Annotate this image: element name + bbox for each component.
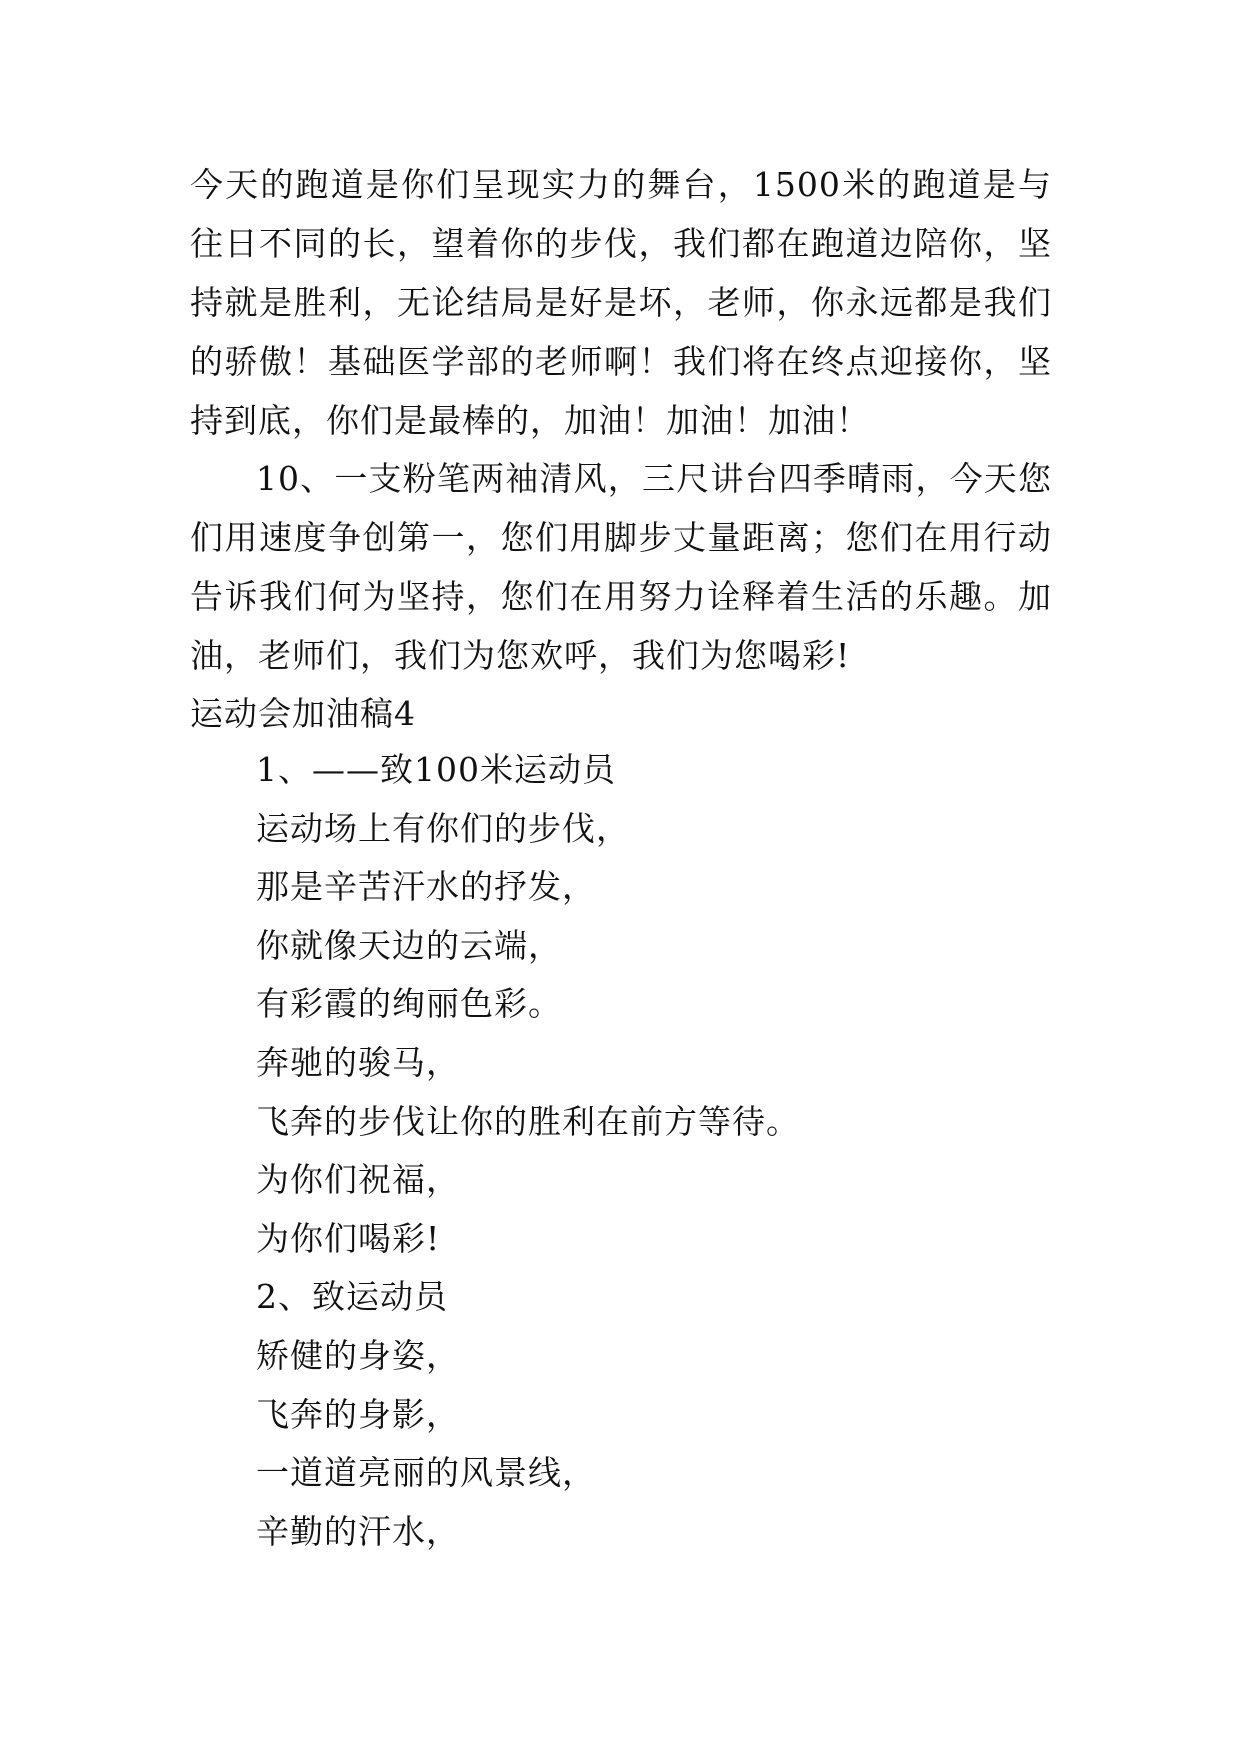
body-paragraph-numbered: 10、一支粉笔两袖清风，三尺讲台四季晴雨，今天您们用速度争创第一，您们用脚步丈量距离；您们在用行动告诉我们何为坚持，您们在用努力诠释着生活的乐趣。加油，老师们，我们为您欢呼，我们为您喝彩! — [190, 459, 1052, 675]
poem-line: 为你们喝彩! — [256, 1218, 441, 1258]
poem-line: 为你们祝福， — [256, 1160, 460, 1200]
poem-line: 辛勤的汗水， — [256, 1511, 460, 1551]
poem-line: 有彩霞的绚丽色彩。 — [256, 984, 562, 1024]
poem-line: 一道道亮丽的风景线， — [256, 1453, 596, 1493]
poem-line: 那是辛苦汗水的抒发， — [256, 867, 596, 907]
poem-line: 飞奔的步伐让你的胜利在前方等待。 — [256, 1101, 800, 1141]
poem-line: 奔驰的骏马， — [256, 1042, 460, 1082]
poem-line: 运动场上有你们的步伐， — [256, 808, 630, 848]
poem-line: 矫健的身姿， — [256, 1335, 460, 1375]
poem-line: 1、——致100米运动员 — [256, 750, 616, 789]
poem-line: 2、致运动员 — [256, 1277, 448, 1317]
poem-line: 飞奔的身影， — [256, 1394, 460, 1434]
section-heading: 运动会加油稿4 — [190, 694, 416, 733]
body-paragraph: 今天的跑道是你们呈现实力的舞台，1500米的跑道是与往日不同的长，望着你的步伐，我们都在跑道边陪你，坚持就是胜利，无论结局是好是坏，老师，你永远都是我们的骄傲！基础医学部的老师啊！我们将在终点迎接你，坚持到底，你们是最棒的，加油！加油！加油！ — [190, 165, 1052, 440]
poem-line: 你就像天边的云端， — [256, 925, 562, 965]
poem-lines — [256, 741, 800, 1561]
